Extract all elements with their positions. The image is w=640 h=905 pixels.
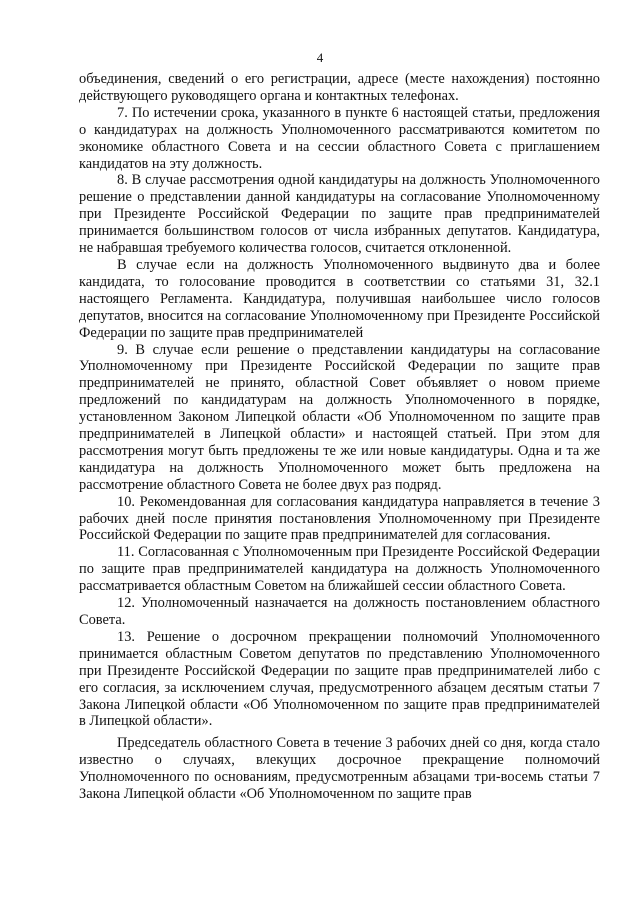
- paragraph-item-11: 11. Согласованная с Уполномоченным при Президенте Российской Федерации по защите прав предпринимателей кандидатура на должность Уполномоченного рассматривается областным Советом на ближайшей сессии областного Совета.: [79, 544, 600, 595]
- paragraph-item-12: 12. Уполномоченный назначается на должность постановлением областного Совета.: [79, 595, 600, 628]
- paragraph-item-7: 7. По истечении срока, указанного в пункте 6 настоящей статьи, предложения о кандидатурах на должность Уполномоченного рассматриваются комитетом по экономике областного Совета и на сессии областного Совета с приглашением кандидатов на эту должность.: [79, 104, 600, 172]
- paragraph-continuation: объединения, сведений о его регистрации, адресе (месте нахождения) постоянно действующего руководящего органа и контактных телефонах.: [79, 71, 600, 104]
- paragraph-multiple-candidates: В случае если на должность Уполномоченного выдвинуто два и более кандидата, то голосование проводится в соответствии со статьями 31, 32.1 настоящего Регламента. Кандидатура, получившая наибольшее число голосов депутатов, вносится на согласование Уполномоченному при Президенте Российской Федерации по защите прав предпринимателей: [79, 256, 600, 341]
- paragraph-item-10: 10. Рекомендованная для согласования кандидатура направляется в течение 3 рабочих дней после принятия постановления Уполномоченному при Президенте Российской Федерации по защите прав предпринимателей для согласования.: [79, 493, 600, 544]
- document-body: [79, 71, 600, 803]
- paragraph-item-13: 13. Решение о досрочном прекращении полномочий Уполномоченного принимается областным Советом депутатов по представлению Уполномоченного при Президенте Российской Федерации по защите прав предпринимателей либо с его согласия, за исключением случая, предусмотренного абзацем десятым статьи 7 Закона Липецкой области «Об Уполномоченном по защите прав предпринимателей в Липецкой области».: [79, 628, 600, 730]
- page-number: 4: [316, 50, 324, 65]
- paragraph-item-8: 8. В случае рассмотрения одной кандидатуры на должность Уполномоченного решение о представлении данной кандидатуры на согласование Уполномоченному при Президенте Российской Федерации по защите прав предпринимателей принимается большинством голосов от числа избранных депутатов. Кандидатура, не набравшая требуемого количества голосов, считается отклоненной.: [79, 172, 600, 257]
- paragraph-chairman: Председатель областного Совета в течение 3 рабочих дней со дня, когда стало известно о случаях, влекущих досрочное прекращение полномочий Уполномоченного по основаниям, предусмотренным абзацами три-восемь статьи 7 Закона Липецкой области «Об Уполномоченном по защите прав: [79, 735, 600, 803]
- paragraph-item-9: 9. В случае если решение о представлении кандидатуры на согласование Уполномоченному при Президенте Российской Федерации по защите прав предпринимателей не принято, областной Совет объявляет о новом приеме предложений по кандидатурам на должность Уполномоченного в порядке, установленном Законом Липецкой области «Об Уполномоченном по защите прав предпринимателей в Липецкой области» и настоящей статьей. При этом для рассмотрения могут быть предложены те же или новые кандидатуры. Одна и та же кандидатура на должность Уполномоченного может быть предложена на рассмотрение областного Совета не более двух раз подряд.: [79, 341, 600, 493]
